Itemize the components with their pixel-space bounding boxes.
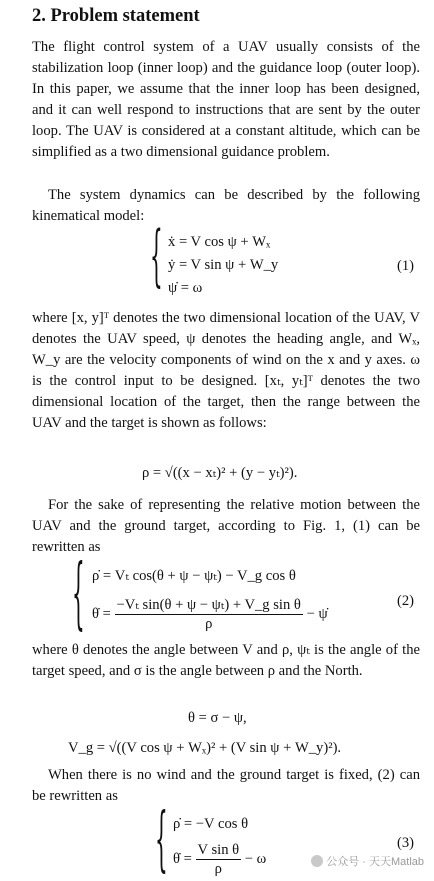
equation-2-rhs: − ψ̇ (306, 605, 328, 622)
equation-3-numerator: V sin θ (197, 842, 240, 858)
equation-2-number: (2) (397, 593, 415, 609)
equation-2-fraction (115, 596, 303, 633)
equation-1-number: (1) (397, 258, 415, 274)
paragraph-intro: The flight control system of a UAV usually consists of the stabilization loop (inner loop) and the guidance loop (outer loop). In this paper, we assume that the inner loop has been designed, and it can well respond to instructions that are sent by the outer loop. The UAV is considered at a constant altitude, which can be simplified as a two dimensional guidance problem. (32, 39, 420, 160)
wechat-icon (311, 855, 323, 867)
equation-3-line-2 (173, 841, 266, 878)
equation-3-fraction (196, 841, 242, 878)
watermark-text: 公众号 · 天天Matlab (326, 856, 424, 868)
equation-1-line-1: ẋ = V cos ψ + Wₓ (168, 234, 271, 250)
paragraph-where-theta: where θ denotes the angle between V and ρ, ψₜ is the angle of the target speed, and σ is the angle between ρ and the North. (32, 642, 420, 679)
equation-3-lhs: θ̇ = (173, 850, 192, 867)
brace-left-eq1: { (150, 215, 163, 295)
paragraph-relative-motion: For the sake of representing the relative motion between the UAV and the ground target, according to Fig. 1, (1) can be rewritten as (32, 497, 420, 555)
equation-2-line-1: ρ̇ = Vₜ cos(θ + ψ − ψₜ) − V_g cos θ (92, 568, 296, 584)
equation-rho: ρ = √((x − xₜ)² + (y − yₜ)²). (142, 465, 298, 481)
paragraph-where-xy: where [x, y]ᵀ denotes the two dimensional location of the UAV, V denotes the UAV speed, ψ denotes the heading angle, and Wₓ, W_y are the velocity components of wind on the x and y axes. ω is the control input to be designed. [xₜ, yₜ]ᵀ denotes the two dimensional location of the target, then the range between the UAV and the target is shown as follows: (32, 310, 420, 431)
equation-1-line-2: ẏ = V sin ψ + W_y (168, 257, 279, 273)
paragraph-no-wind: When there is no wind and the ground target is fixed, (2) can be rewritten as (32, 767, 420, 804)
equation-vg: V_g = √((V cos ψ + Wₓ)² + (V sin ψ + W_y)²). (68, 740, 342, 756)
equation-3-number: (3) (397, 835, 415, 851)
equation-2-numerator: −Vₜ sin(θ + ψ − ψₜ) + V_g sin θ (116, 597, 301, 613)
equation-2-line-2 (92, 596, 328, 633)
watermark (311, 855, 424, 869)
equation-3-rhs: − ω (244, 850, 267, 867)
brace-left-eq3: { (155, 796, 168, 880)
equation-2-denominator: ρ (205, 616, 213, 632)
equation-3-line-1: ρ̇ = −V cos θ (173, 816, 249, 832)
equation-3-denominator: ρ (214, 861, 222, 877)
section-heading: 2. Problem statement (32, 6, 200, 26)
equation-1-line-3: ψ̇ = ω (168, 280, 203, 296)
brace-left-eq2: { (72, 545, 85, 639)
equation-theta: θ = σ − ψ, (188, 710, 247, 726)
equation-2-lhs: θ̇ = (92, 605, 111, 622)
paragraph-dynamics: The system dynamics can be described by the following kinematical model: (32, 187, 420, 224)
